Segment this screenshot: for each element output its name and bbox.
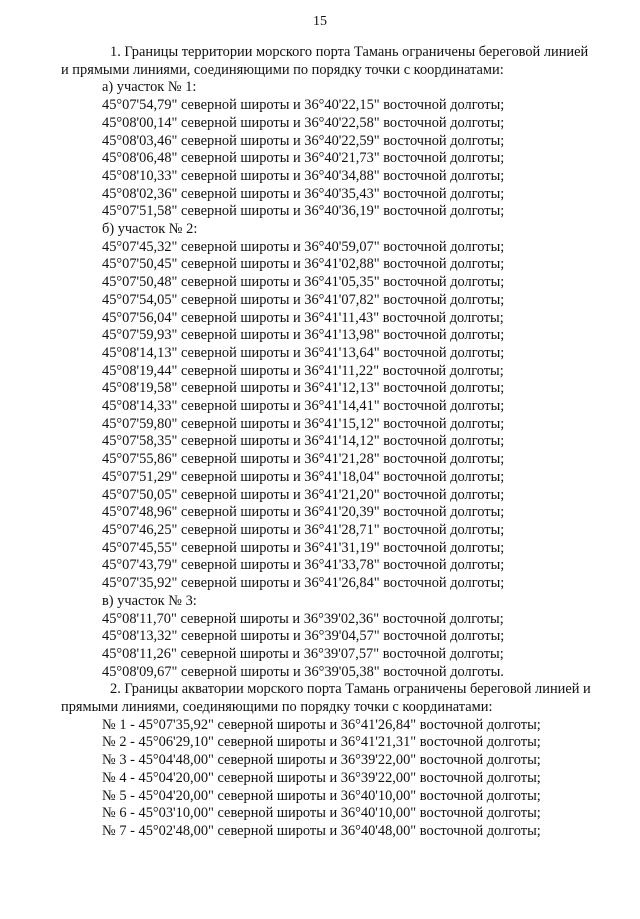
coordinate-line: 45°07'51,29" северной широты и 36°41'18,04" восточной долготы; xyxy=(102,468,505,485)
section2-points xyxy=(84,717,614,841)
section2-heading-line1: 2. Границы акватории морского порта Тамань ограничены береговой линией и xyxy=(110,681,591,698)
document-body xyxy=(61,44,614,841)
coordinate-line: 45°08'03,46" северной широты и 36°40'22,59" восточной долготы; xyxy=(102,132,505,149)
plot-label: а) участок № 1: xyxy=(102,79,197,96)
coordinate-line: 45°07'50,05" северной широты и 36°41'21,20" восточной долготы; xyxy=(102,486,505,503)
coordinate-line: 45°08'02,36" северной широты и 36°40'35,43" восточной долготы; xyxy=(102,185,505,202)
coordinate-line: 45°08'11,26" северной широты и 36°39'07,57" восточной долготы; xyxy=(102,645,504,662)
water-area-point: № 7 - 45°02'48,00" северной широты и 36°40'48,00" восточной долготы; xyxy=(102,822,541,839)
coordinate-line: 45°07'55,86" северной широты и 36°41'21,28" восточной долготы; xyxy=(102,451,505,468)
section2-heading-line2: прямыми линиями, соединяющими по порядку точки с координатами: xyxy=(61,699,493,716)
coordinate-line: 45°08'10,33" северной широты и 36°40'34,88" восточной долготы; xyxy=(102,167,505,184)
coordinate-line: 45°08'14,13" северной широты и 36°41'13,64" восточной долготы; xyxy=(102,344,505,361)
water-area-point: № 6 - 45°03'10,00" северной широты и 36°40'10,00" восточной долготы; xyxy=(102,805,541,822)
coordinate-line: 45°07'54,05" северной широты и 36°41'07,82" восточной долготы; xyxy=(102,291,505,308)
water-area-point: № 2 - 45°06'29,10" северной широты и 36°41'21,31" восточной долготы; xyxy=(102,734,541,751)
coordinate-line: 45°08'06,48" северной широты и 36°40'21,73" восточной долготы; xyxy=(102,150,505,167)
coordinate-line: 45°07'59,93" северной широты и 36°41'13,98" восточной долготы; xyxy=(102,327,505,344)
coordinate-line: 45°07'46,25" северной широты и 36°41'28,71" восточной долготы; xyxy=(102,521,505,538)
coordinate-line: 45°07'59,80" северной широты и 36°41'15,12" восточной долготы; xyxy=(102,415,505,432)
coordinate-line: 45°07'54,79" северной широты и 36°40'22,15" восточной долготы; xyxy=(102,97,505,114)
coordinate-line: 45°07'58,35" северной широты и 36°41'14,12" восточной долготы; xyxy=(102,433,505,450)
coordinate-line: 45°08'09,67" северной широты и 36°39'05,38" восточной долготы. xyxy=(102,663,504,680)
coordinate-line: 45°07'50,48" северной широты и 36°41'05,35" восточной долготы; xyxy=(102,274,505,291)
water-area-point: № 5 - 45°04'20,00" северной широты и 36°40'10,00" восточной долготы; xyxy=(102,787,541,804)
coordinate-line: 45°07'51,58" северной широты и 36°40'36,19" восточной долготы; xyxy=(102,203,505,220)
coordinate-line: 45°08'11,70" северной широты и 36°39'02,36" восточной долготы; xyxy=(102,610,504,627)
coordinate-line: 45°07'45,32" северной широты и 36°40'59,07" восточной долготы; xyxy=(102,238,505,255)
coordinate-line: 45°08'19,58" северной широты и 36°41'12,13" восточной долготы; xyxy=(102,380,505,397)
coordinate-line: 45°07'56,04" северной широты и 36°41'11,43" восточной долготы; xyxy=(102,309,504,326)
section1-plots xyxy=(84,79,614,681)
water-area-point: № 4 - 45°04'20,00" северной широты и 36°39'22,00" восточной долготы; xyxy=(102,769,541,786)
coordinate-line: 45°07'48,96" северной широты и 36°41'20,39" восточной долготы; xyxy=(102,504,505,521)
water-area-point: № 1 - 45°07'35,92" северной широты и 36°41'26,84" восточной долготы; xyxy=(102,716,541,733)
section1-heading-line2: и прямыми линиями, соединяющими по порядку точки с координатами: xyxy=(61,61,504,78)
coordinate-line: 45°07'35,92" северной широты и 36°41'26,84" восточной долготы; xyxy=(102,575,505,592)
coordinate-line: 45°08'00,14" северной широты и 36°40'22,58" восточной долготы; xyxy=(102,114,505,131)
section1-heading-line1: 1. Границы территории морского порта Тамань ограничены береговой линией xyxy=(110,44,589,60)
coordinate-line: 45°08'19,44" северной широты и 36°41'11,22" восточной долготы; xyxy=(102,362,504,379)
coordinate-line: 45°07'45,55" северной широты и 36°41'31,19" восточной долготы; xyxy=(102,539,505,556)
coordinate-line: 45°08'13,32" северной широты и 36°39'04,57" восточной долготы; xyxy=(102,628,505,645)
coordinate-line: 45°07'43,79" северной широты и 36°41'33,78" восточной долготы; xyxy=(102,557,505,574)
page-number: 15 xyxy=(313,14,327,29)
plot-label: в) участок № 3: xyxy=(102,592,197,609)
plot-label: б) участок № 2: xyxy=(102,221,198,238)
coordinate-line: 45°07'50,45" северной широты и 36°41'02,88" восточной долготы; xyxy=(102,256,505,273)
coordinate-line: 45°08'14,33" северной широты и 36°41'14,41" восточной долготы; xyxy=(102,398,505,415)
water-area-point: № 3 - 45°04'48,00" северной широты и 36°39'22,00" восточной долготы; xyxy=(102,752,541,769)
